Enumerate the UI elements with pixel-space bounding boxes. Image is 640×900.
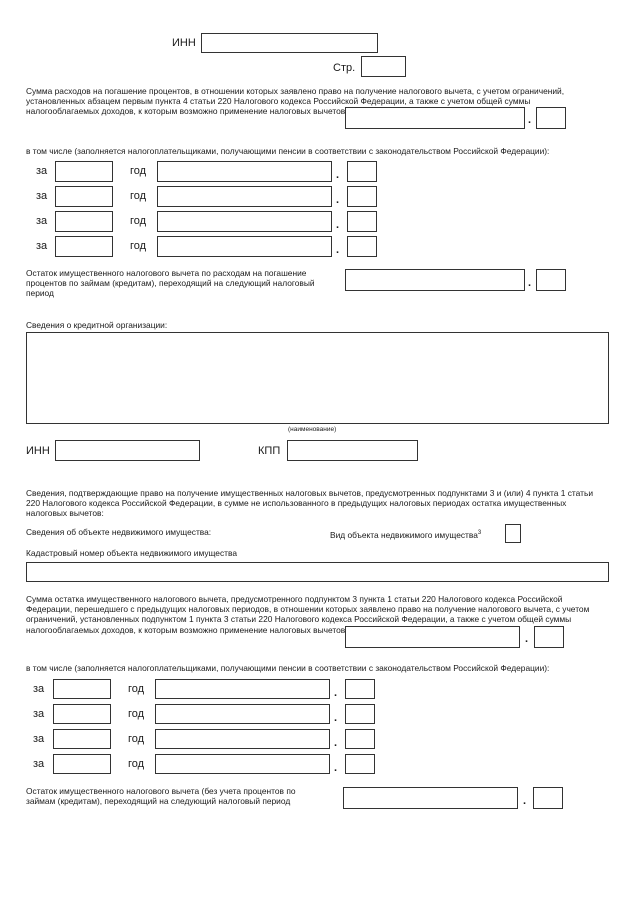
za-label: за <box>33 708 45 720</box>
object-info-label: Сведения об объекте недвижимого имущества: <box>26 527 212 537</box>
za-label: за <box>36 215 48 227</box>
credit-org-title: Сведения о кредитной организации: <box>26 320 168 330</box>
remainder-sum-text: Сумма остатка имущественного налогового вычета, предусмотренного подпунктом 3 пункта 1 статьи 220 Налогового кодекса Российской Федерации, перешедшего с предыдущих налоговых периодов, в отношении которых заявлено право на получение налогового вычета, с учетом ограничений, установленных подпунктом 1 пункта 3 статьи 220 Налогового кодекса Российской Федерации, а также с учетом общей суммы налогооблагаемых доходов, к которым возможно применение налоговых вычетов <box>26 594 590 635</box>
amount-rubles-field[interactable] <box>155 729 330 749</box>
year-field[interactable] <box>53 729 111 749</box>
confirm-text: Сведения, подтверждающие право на получение имущественных налоговых вычетов, предусмотренных подпунктами 3 и (или) 4 пункта 1 статьи 220 Налогового кодекса Российской Федерации, в сумме не использованного в предыдущих налоговых периодах остатка имущественных налоговых вычетов: <box>26 488 594 519</box>
object-type-label <box>330 528 481 540</box>
decimal-separator: . <box>525 633 529 645</box>
amount-kopecks-field[interactable] <box>345 704 375 724</box>
expenses-kopecks-field[interactable] <box>536 107 566 129</box>
remainder-text: Остаток имущественного налогового вычета по расходам на погашение процентов по займам (кредитам), переходящий на следующий налоговый период <box>26 268 315 299</box>
decimal-separator: . <box>528 277 532 289</box>
decimal-separator: . <box>336 244 340 256</box>
header-page-label: Стр. <box>333 62 356 74</box>
final-text: Остаток имущественного налогового вычета (без учета процентов по займам (кредитам), переходящий на следующий налоговый период <box>26 786 296 807</box>
decimal-separator: . <box>336 169 340 181</box>
credit-org-inn-label: ИНН <box>26 445 50 457</box>
header-page-field[interactable] <box>361 56 406 77</box>
za-label: за <box>36 190 48 202</box>
object-type-text: Вид объекта недвижимого имущества <box>330 529 478 540</box>
god-label: год <box>130 165 147 177</box>
cadastral-label: Кадастровый номер объекта недвижимого имущества <box>26 548 238 558</box>
amount-rubles-field[interactable] <box>155 704 330 724</box>
credit-org-kpp-field[interactable] <box>287 440 418 461</box>
credit-org-name-field[interactable] <box>26 332 609 424</box>
final-rubles-field[interactable] <box>343 787 518 809</box>
pension-note-1: в том числе (заполняется налогоплательщиками, получающими пенсии в соответствии с законодательством Российской Федерации): <box>26 146 550 156</box>
year-field[interactable] <box>55 161 113 182</box>
amount-rubles-field[interactable] <box>157 236 332 257</box>
amount-rubles-field[interactable] <box>155 754 330 774</box>
za-label: за <box>33 733 45 745</box>
credit-org-inn-field[interactable] <box>55 440 200 461</box>
header-inn-field[interactable] <box>201 33 378 53</box>
amount-rubles-field[interactable] <box>157 211 332 232</box>
expenses-text: Сумма расходов на погашение процентов, в отношении которых заявлено право на получение налогового вычета, с учетом ограничений, установленных абзацем первым пункта 4 статьи 220 Налогового кодекса Российской Федерации, а также с учетом общей суммы налогооблагаемых доходов, к которым возможно применение налоговых вычетов <box>26 86 565 117</box>
amount-kopecks-field[interactable] <box>347 161 377 182</box>
za-label: за <box>33 758 45 770</box>
amount-rubles-field[interactable] <box>157 186 332 207</box>
year-field[interactable] <box>55 186 113 207</box>
remainder-kopecks-field[interactable] <box>536 269 566 291</box>
amount-kopecks-field[interactable] <box>347 186 377 207</box>
god-label: год <box>128 758 145 770</box>
header-inn-label: ИНН <box>172 37 196 49</box>
decimal-separator: . <box>523 795 527 807</box>
decimal-separator: . <box>336 194 340 206</box>
god-label: год <box>130 190 147 202</box>
year-field[interactable] <box>53 679 111 699</box>
object-type-field[interactable] <box>505 524 521 543</box>
god-label: год <box>128 733 145 745</box>
god-label: год <box>128 683 145 695</box>
expenses-rubles-field[interactable] <box>345 107 525 129</box>
amount-kopecks-field[interactable] <box>345 679 375 699</box>
cadastral-field[interactable] <box>26 562 609 582</box>
amount-rubles-field[interactable] <box>157 161 332 182</box>
year-field[interactable] <box>55 211 113 232</box>
god-label: год <box>130 240 147 252</box>
name-caption: (наименование) <box>288 426 337 433</box>
pension-note-2: в том числе (заполняется налогоплательщиками, получающими пенсии в соответствии с законодательством Российской Федерации): <box>26 663 550 673</box>
za-label: за <box>36 240 48 252</box>
credit-org-kpp-label: КПП <box>258 445 281 457</box>
decimal-separator: . <box>334 762 338 774</box>
amount-rubles-field[interactable] <box>155 679 330 699</box>
remainder-rubles-field[interactable] <box>345 269 525 291</box>
final-kopecks-field[interactable] <box>533 787 563 809</box>
god-label: год <box>130 215 147 227</box>
god-label: год <box>128 708 145 720</box>
amount-kopecks-field[interactable] <box>347 236 377 257</box>
amount-kopecks-field[interactable] <box>345 754 375 774</box>
za-label: за <box>36 165 48 177</box>
object-type-footnote: 3 <box>477 530 482 536</box>
decimal-separator: . <box>334 687 338 699</box>
remainder-sum-rubles-field[interactable] <box>345 626 520 648</box>
za-label: за <box>33 683 45 695</box>
decimal-separator: . <box>334 712 338 724</box>
decimal-separator: . <box>334 737 338 749</box>
remainder-sum-kopecks-field[interactable] <box>534 626 564 648</box>
year-field[interactable] <box>53 704 111 724</box>
decimal-separator: . <box>528 114 532 126</box>
decimal-separator: . <box>336 219 340 231</box>
amount-kopecks-field[interactable] <box>345 729 375 749</box>
year-field[interactable] <box>53 754 111 774</box>
year-field[interactable] <box>55 236 113 257</box>
amount-kopecks-field[interactable] <box>347 211 377 232</box>
